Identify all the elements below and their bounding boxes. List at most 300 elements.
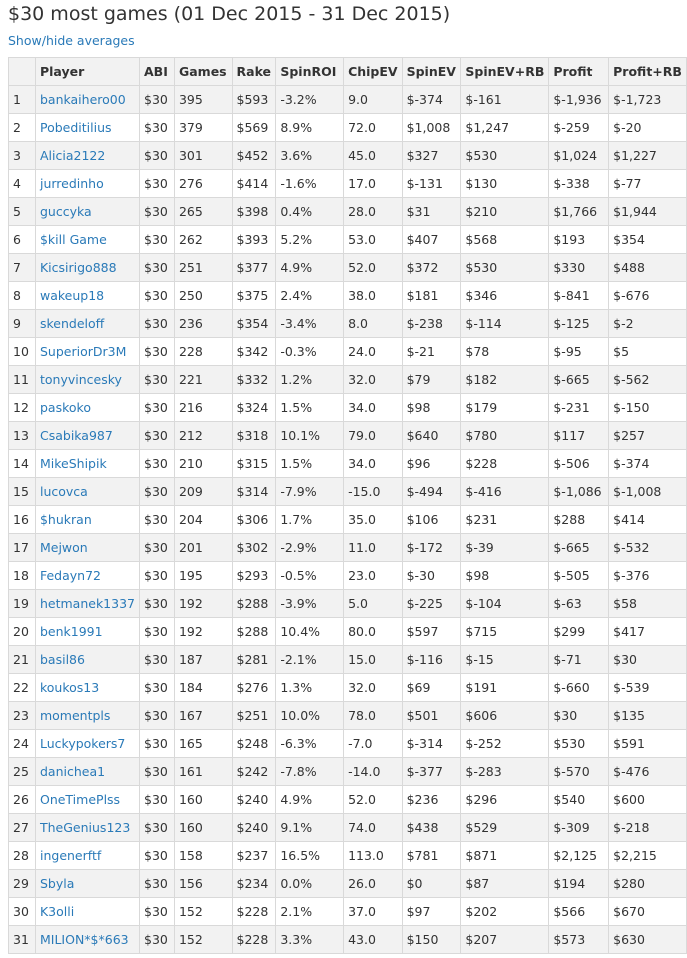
cell-chipev: 78.0 <box>344 702 403 730</box>
cell-spinev: $438 <box>402 814 461 842</box>
cell-spinev: $79 <box>402 366 461 394</box>
player-link[interactable]: K3olli <box>39 904 75 919</box>
cell-games: 379 <box>174 114 232 142</box>
cell-spinev-rb: $130 <box>461 170 549 198</box>
player-link[interactable]: Fedayn72 <box>39 568 102 583</box>
cell-games: 161 <box>174 758 232 786</box>
cell-spinroi: -3.4% <box>276 310 344 338</box>
cell-player <box>35 170 139 198</box>
cell-rank: 6 <box>9 226 36 254</box>
cell-profit-rb: $-20 <box>609 114 687 142</box>
cell-player <box>35 478 139 506</box>
cell-profit: $530 <box>549 730 609 758</box>
player-link[interactable]: Luckypokers7 <box>39 736 126 751</box>
cell-rake: $314 <box>232 478 276 506</box>
cell-abi: $30 <box>140 142 175 170</box>
cell-spinroi: 8.9% <box>276 114 344 142</box>
cell-spinroi: -6.3% <box>276 730 344 758</box>
cell-games: 212 <box>174 422 232 450</box>
player-link[interactable]: bankaihero00 <box>39 92 126 107</box>
cell-profit: $-665 <box>549 534 609 562</box>
cell-profit-rb: $-562 <box>609 366 687 394</box>
cell-games: 228 <box>174 338 232 366</box>
cell-spinev: $98 <box>402 394 461 422</box>
cell-spinev-rb: $210 <box>461 198 549 226</box>
cell-player <box>35 730 139 758</box>
cell-rake: $288 <box>232 590 276 618</box>
cell-spinev: $96 <box>402 450 461 478</box>
cell-abi: $30 <box>140 618 175 646</box>
cell-profit-rb: $-1,008 <box>609 478 687 506</box>
cell-profit: $194 <box>549 870 609 898</box>
cell-player <box>35 86 139 114</box>
cell-rake: $354 <box>232 310 276 338</box>
cell-chipev: 52.0 <box>344 786 403 814</box>
cell-spinev: $-238 <box>402 310 461 338</box>
column-header-rake[interactable]: Rake <box>232 58 276 86</box>
player-link[interactable]: guccyka <box>39 204 92 219</box>
player-link[interactable]: Alicia2122 <box>39 148 106 163</box>
cell-abi: $30 <box>140 870 175 898</box>
cell-rank: 5 <box>9 198 36 226</box>
cell-rank: 13 <box>9 422 36 450</box>
cell-abi: $30 <box>140 590 175 618</box>
cell-rank: 3 <box>9 142 36 170</box>
cell-player <box>35 142 139 170</box>
player-link[interactable]: ingenerftf <box>39 848 102 863</box>
table-row <box>9 842 687 870</box>
cell-chipev: 74.0 <box>344 814 403 842</box>
column-header-profit[interactable]: Profit <box>549 58 609 86</box>
cell-spinev-rb: $715 <box>461 618 549 646</box>
cell-abi: $30 <box>140 926 175 954</box>
cell-rake: $251 <box>232 702 276 730</box>
cell-profit-rb: $488 <box>609 254 687 282</box>
cell-games: 165 <box>174 730 232 758</box>
page-title: $30 most games (01 Dec 2015 - 31 Dec 2015) <box>8 3 451 25</box>
player-link[interactable]: lucovca <box>39 484 88 499</box>
cell-profit: $1,024 <box>549 142 609 170</box>
cell-profit: $-660 <box>549 674 609 702</box>
cell-abi: $30 <box>140 394 175 422</box>
cell-profit: $-505 <box>549 562 609 590</box>
cell-player <box>35 758 139 786</box>
cell-spinev-rb: $-15 <box>461 646 549 674</box>
cell-rank: 31 <box>9 926 36 954</box>
cell-rank: 8 <box>9 282 36 310</box>
cell-rake: $228 <box>232 898 276 926</box>
cell-spinroi: -3.2% <box>276 86 344 114</box>
cell-chipev: -14.0 <box>344 758 403 786</box>
player-link[interactable]: hetmanek1337 <box>39 596 135 611</box>
cell-rake: $306 <box>232 506 276 534</box>
cell-player <box>35 254 139 282</box>
cell-spinev: $-116 <box>402 646 461 674</box>
cell-profit-rb: $-1,723 <box>609 86 687 114</box>
cell-spinev-rb: $231 <box>461 506 549 534</box>
table-row <box>9 590 687 618</box>
table-row <box>9 506 687 534</box>
cell-profit-rb: $1,944 <box>609 198 687 226</box>
cell-spinev-rb: $-114 <box>461 310 549 338</box>
cell-profit-rb: $58 <box>609 590 687 618</box>
cell-games: 184 <box>174 674 232 702</box>
cell-games: 210 <box>174 450 232 478</box>
cell-games: 262 <box>174 226 232 254</box>
cell-spinev-rb: $530 <box>461 254 549 282</box>
cell-spinroi: 4.9% <box>276 786 344 814</box>
cell-spinev-rb: $568 <box>461 226 549 254</box>
cell-spinev: $-314 <box>402 730 461 758</box>
cell-profit-rb: $30 <box>609 646 687 674</box>
cell-spinev: $781 <box>402 842 461 870</box>
cell-abi: $30 <box>140 310 175 338</box>
cell-games: 192 <box>174 618 232 646</box>
table-row <box>9 674 687 702</box>
cell-spinroi: 4.9% <box>276 254 344 282</box>
cell-profit: $2,125 <box>549 842 609 870</box>
cell-spinev-rb: $296 <box>461 786 549 814</box>
cell-profit: $-506 <box>549 450 609 478</box>
player-link[interactable]: $hukran <box>39 512 92 527</box>
table-row <box>9 870 687 898</box>
cell-rank: 24 <box>9 730 36 758</box>
cell-profit: $30 <box>549 702 609 730</box>
cell-rank: 23 <box>9 702 36 730</box>
cell-profit: $-841 <box>549 282 609 310</box>
cell-player <box>35 282 139 310</box>
column-header-chipev[interactable]: ChipEV <box>344 58 403 86</box>
cell-games: 204 <box>174 506 232 534</box>
table-row <box>9 198 687 226</box>
cell-profit-rb: $-376 <box>609 562 687 590</box>
cell-rank: 7 <box>9 254 36 282</box>
show-hide-averages-link[interactable]: Show/hide averages <box>8 33 135 48</box>
column-header-games[interactable]: Games <box>174 58 232 86</box>
cell-rank: 14 <box>9 450 36 478</box>
table-row <box>9 254 687 282</box>
cell-profit-rb: $5 <box>609 338 687 366</box>
table-row <box>9 338 687 366</box>
player-link[interactable]: tonyvincesky <box>39 372 122 387</box>
cell-abi: $30 <box>140 282 175 310</box>
cell-games: 216 <box>174 394 232 422</box>
cell-profit: $-95 <box>549 338 609 366</box>
cell-player <box>35 926 139 954</box>
player-link[interactable]: Sbyla <box>39 876 75 891</box>
cell-rake: $318 <box>232 422 276 450</box>
cell-chipev: 38.0 <box>344 282 403 310</box>
table-row <box>9 562 687 590</box>
cell-games: 250 <box>174 282 232 310</box>
cell-games: 187 <box>174 646 232 674</box>
cell-profit: $-570 <box>549 758 609 786</box>
cell-profit: $-1,936 <box>549 86 609 114</box>
cell-rank: 19 <box>9 590 36 618</box>
cell-rake: $398 <box>232 198 276 226</box>
cell-profit: $193 <box>549 226 609 254</box>
cell-chipev: 15.0 <box>344 646 403 674</box>
cell-spinev-rb: $606 <box>461 702 549 730</box>
cell-chipev: 34.0 <box>344 450 403 478</box>
cell-player <box>35 506 139 534</box>
table-row <box>9 758 687 786</box>
player-link[interactable]: MILION*$*663 <box>39 932 129 947</box>
cell-rank: 21 <box>9 646 36 674</box>
cell-abi: $30 <box>140 198 175 226</box>
cell-chipev: 113.0 <box>344 842 403 870</box>
cell-profit: $566 <box>549 898 609 926</box>
cell-rank: 17 <box>9 534 36 562</box>
cell-rank: 26 <box>9 786 36 814</box>
player-link[interactable]: wakeup18 <box>39 288 105 303</box>
cell-chipev: -7.0 <box>344 730 403 758</box>
cell-rank: 22 <box>9 674 36 702</box>
table-row <box>9 534 687 562</box>
cell-rake: $281 <box>232 646 276 674</box>
cell-player <box>35 590 139 618</box>
cell-player <box>35 870 139 898</box>
cell-chipev: 8.0 <box>344 310 403 338</box>
cell-rank: 30 <box>9 898 36 926</box>
cell-spinroi: 10.4% <box>276 618 344 646</box>
cell-spinev: $327 <box>402 142 461 170</box>
cell-rake: $315 <box>232 450 276 478</box>
cell-profit-rb: $-539 <box>609 674 687 702</box>
cell-abi: $30 <box>140 450 175 478</box>
cell-spinev: $-30 <box>402 562 461 590</box>
cell-spinev: $597 <box>402 618 461 646</box>
cell-games: 221 <box>174 366 232 394</box>
cell-profit-rb: $-374 <box>609 450 687 478</box>
cell-profit: $117 <box>549 422 609 450</box>
cell-spinev-rb: $346 <box>461 282 549 310</box>
cell-rake: $237 <box>232 842 276 870</box>
cell-abi: $30 <box>140 478 175 506</box>
cell-abi: $30 <box>140 814 175 842</box>
cell-spinroi: 9.1% <box>276 814 344 842</box>
player-link[interactable]: basil86 <box>39 652 85 667</box>
cell-spinev: $372 <box>402 254 461 282</box>
cell-rank: 1 <box>9 86 36 114</box>
cell-rake: $342 <box>232 338 276 366</box>
cell-player <box>35 366 139 394</box>
cell-player <box>35 898 139 926</box>
cell-player <box>35 786 139 814</box>
cell-spinev: $-374 <box>402 86 461 114</box>
cell-player <box>35 450 139 478</box>
cell-games: 152 <box>174 926 232 954</box>
cell-chipev: 35.0 <box>344 506 403 534</box>
cell-player <box>35 842 139 870</box>
cell-profit: $-259 <box>549 114 609 142</box>
table-row <box>9 170 687 198</box>
cell-spinev: $181 <box>402 282 461 310</box>
cell-spinev-rb: $98 <box>461 562 549 590</box>
cell-spinev: $0 <box>402 870 461 898</box>
cell-spinev: $501 <box>402 702 461 730</box>
cell-spinev: $-172 <box>402 534 461 562</box>
cell-profit-rb: $-77 <box>609 170 687 198</box>
cell-rank: 18 <box>9 562 36 590</box>
player-link[interactable]: Kicsirigo888 <box>39 260 117 275</box>
cell-spinev-rb: $-252 <box>461 730 549 758</box>
cell-profit-rb: $417 <box>609 618 687 646</box>
player-link[interactable]: $kill Game <box>39 232 107 247</box>
cell-games: 167 <box>174 702 232 730</box>
cell-games: 301 <box>174 142 232 170</box>
cell-spinev: $-225 <box>402 590 461 618</box>
cell-profit-rb: $257 <box>609 422 687 450</box>
cell-chipev: 52.0 <box>344 254 403 282</box>
cell-profit: $573 <box>549 926 609 954</box>
cell-chipev: 24.0 <box>344 338 403 366</box>
table-row <box>9 702 687 730</box>
cell-spinev: $-131 <box>402 170 461 198</box>
cell-abi: $30 <box>140 674 175 702</box>
cell-rake: $240 <box>232 786 276 814</box>
player-link[interactable]: TheGenius123 <box>39 820 131 835</box>
cell-chipev: 5.0 <box>344 590 403 618</box>
player-link[interactable]: paskoko <box>39 400 91 415</box>
stats-table <box>8 57 687 954</box>
cell-player <box>35 338 139 366</box>
player-link[interactable]: momentpls <box>39 708 111 723</box>
cell-games: 201 <box>174 534 232 562</box>
cell-abi: $30 <box>140 366 175 394</box>
cell-spinev-rb: $182 <box>461 366 549 394</box>
cell-spinev-rb: $228 <box>461 450 549 478</box>
cell-chipev: -15.0 <box>344 478 403 506</box>
cell-profit: $-1,086 <box>549 478 609 506</box>
cell-spinev: $1,008 <box>402 114 461 142</box>
cell-rake: $593 <box>232 86 276 114</box>
table-row <box>9 366 687 394</box>
cell-profit: $-63 <box>549 590 609 618</box>
cell-profit-rb: $280 <box>609 870 687 898</box>
cell-chipev: 43.0 <box>344 926 403 954</box>
cell-spinev-rb: $87 <box>461 870 549 898</box>
cell-games: 265 <box>174 198 232 226</box>
cell-abi: $30 <box>140 226 175 254</box>
cell-spinroi: -2.1% <box>276 646 344 674</box>
cell-spinev: $106 <box>402 506 461 534</box>
table-row <box>9 142 687 170</box>
cell-player <box>35 114 139 142</box>
cell-abi: $30 <box>140 338 175 366</box>
cell-spinroi: 3.6% <box>276 142 344 170</box>
cell-rank: 29 <box>9 870 36 898</box>
cell-spinev-rb: $191 <box>461 674 549 702</box>
table-row <box>9 282 687 310</box>
player-link[interactable]: Csabika987 <box>39 428 113 443</box>
cell-chipev: 72.0 <box>344 114 403 142</box>
cell-chipev: 17.0 <box>344 170 403 198</box>
cell-spinroi: -2.9% <box>276 534 344 562</box>
cell-spinev: $-494 <box>402 478 461 506</box>
cell-player <box>35 198 139 226</box>
table-row <box>9 394 687 422</box>
player-link[interactable]: OneTimePlss <box>39 792 121 807</box>
cell-abi: $30 <box>140 534 175 562</box>
cell-spinev: $31 <box>402 198 461 226</box>
player-link[interactable]: Mejwon <box>39 540 88 555</box>
cell-chipev: 28.0 <box>344 198 403 226</box>
cell-chipev: 45.0 <box>344 142 403 170</box>
column-header-spinev[interactable]: SpinEV <box>402 58 461 86</box>
column-header-spinroi[interactable]: SpinROI <box>276 58 344 86</box>
cell-chipev: 53.0 <box>344 226 403 254</box>
cell-games: 152 <box>174 898 232 926</box>
cell-chipev: 9.0 <box>344 86 403 114</box>
player-link[interactable]: danichea1 <box>39 764 106 779</box>
cell-player <box>35 814 139 842</box>
cell-player <box>35 534 139 562</box>
cell-rank: 28 <box>9 842 36 870</box>
cell-chipev: 23.0 <box>344 562 403 590</box>
cell-games: 395 <box>174 86 232 114</box>
cell-abi: $30 <box>140 842 175 870</box>
column-header-abi[interactable]: ABI <box>140 58 175 86</box>
cell-games: 156 <box>174 870 232 898</box>
cell-spinev-rb: $529 <box>461 814 549 842</box>
column-header-spinev-rb[interactable]: SpinEV+RB <box>461 58 549 86</box>
table-body <box>9 86 687 954</box>
cell-chipev: 26.0 <box>344 870 403 898</box>
cell-profit-rb: $-150 <box>609 394 687 422</box>
player-link[interactable]: koukos13 <box>39 680 100 695</box>
cell-profit: $-71 <box>549 646 609 674</box>
cell-games: 160 <box>174 814 232 842</box>
player-link[interactable]: Pobeditilius <box>39 120 112 135</box>
player-link[interactable]: benk1991 <box>39 624 103 639</box>
cell-spinev-rb: $202 <box>461 898 549 926</box>
column-header-profit-rb[interactable]: Profit+RB <box>609 58 687 86</box>
player-link[interactable]: skendeloff <box>39 316 105 331</box>
cell-player <box>35 674 139 702</box>
cell-player <box>35 310 139 338</box>
column-header-player[interactable]: Player <box>35 58 139 86</box>
cell-abi: $30 <box>140 562 175 590</box>
cell-profit: $-665 <box>549 366 609 394</box>
cell-chipev: 11.0 <box>344 534 403 562</box>
cell-abi: $30 <box>140 898 175 926</box>
cell-spinev: $69 <box>402 674 461 702</box>
cell-rake: $414 <box>232 170 276 198</box>
cell-spinev-rb: $-416 <box>461 478 549 506</box>
player-link[interactable]: MikeShipik <box>39 456 107 471</box>
cell-spinev: $150 <box>402 926 461 954</box>
cell-abi: $30 <box>140 702 175 730</box>
table-row <box>9 646 687 674</box>
cell-spinroi: 10.1% <box>276 422 344 450</box>
cell-spinev-rb: $-283 <box>461 758 549 786</box>
player-link[interactable]: jurredinho <box>39 176 104 191</box>
table-row <box>9 898 687 926</box>
cell-spinroi: -1.6% <box>276 170 344 198</box>
cell-spinroi: 1.3% <box>276 674 344 702</box>
player-link[interactable]: SuperiorDr3M <box>39 344 127 359</box>
cell-chipev: 79.0 <box>344 422 403 450</box>
cell-rank: 4 <box>9 170 36 198</box>
table-row <box>9 86 687 114</box>
cell-abi: $30 <box>140 170 175 198</box>
cell-rake: $276 <box>232 674 276 702</box>
cell-abi: $30 <box>140 114 175 142</box>
cell-spinev-rb: $78 <box>461 338 549 366</box>
cell-rank: 25 <box>9 758 36 786</box>
cell-profit-rb: $-532 <box>609 534 687 562</box>
